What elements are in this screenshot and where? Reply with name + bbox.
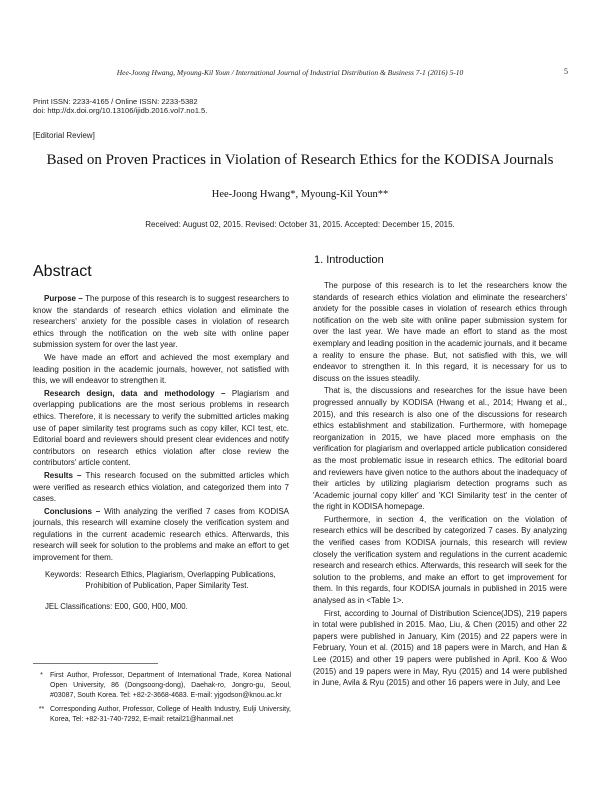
footnote-text: First Author, Professor, Department of International Trade, Korea National Open University, 86 (Dongsoong-dong), Daehak-ro, Jongro-gu, Seoul, #03087, South Korea. Tel: +82-2-3668-4683. E-mail: yjgodson@knou.ac.kr (50, 672, 291, 700)
purpose-text: The purpose of this research is to suggest researchers to know the standards of research ethics violation and eliminate the researchers' anxiety for the possible cases in violation of research ethics through the notification on the web site with online paper submission system for over the last year. (33, 294, 289, 350)
intro-paragraph: First, according to Journal of Distribution Science(JDS), 219 papers in total were published in 2015. Mao, Liu, & Chen (2015) and other 22 papers were published in January, Kim (2015) and 22 papers were in February, Youn et al. (2015) and 18 papers were in March, and Han & Lee (2015) and other 19 papers were published in April. Koo & Woo (2015) and 19 papers were in May, Ryu (2015) and 14 were published in June, Avila & Ryu (2015) and other 16 papers were in July, and Lee (313, 608, 567, 688)
footnote-text: Corresponding Author, Professor, College of Health Industry, Eulji University, Korea, Tel: +82-31-740-7292, E-mail: retail21@hanmail.net (50, 705, 291, 723)
abstract-purpose (33, 293, 289, 351)
introduction-body (313, 280, 567, 689)
purpose-label: Purpose – (44, 294, 83, 303)
author-line: Hee-Joong Hwang*, Myoung-Kil Youn** (211, 189, 389, 200)
issn-line: Print ISSN: 2233-4165 / Online ISSN: 2233-5382 (33, 97, 198, 106)
section-heading-introduction: 1. Introduction (314, 254, 384, 266)
doi-line: doi: http://dx.doi.org/10.13106/ijidb.2016.vol7.no1.5. (33, 106, 208, 115)
article-title: Based on Proven Practices in Violation of Research Ethics for the KODISA Journals (46, 152, 554, 168)
jel-label: JEL Classifications: (45, 602, 113, 611)
jel-classifications (45, 602, 295, 611)
intro-paragraph: That is, the discussions and researches for the issue have been progressed annually by KODISA (Hwang et al., 2014; Hwang et al., 2015), and this research is also one of the discussions for research ethics establishment and stabilization. Furthermore, with homepage reorganization in 2015, we have placed more emphasis on the verification for plagiarism and overlapped article publication considered as the most problematic issue in research ethics. The editorial board and reviewers have given notice to the authors about the inadequacy of their articles by utilizing plagiarism detection programs such as 'Academic journal copy killer' and 'KCI Similarity test' in the center of the right in KODISA homepage. (313, 386, 567, 512)
keywords (45, 569, 295, 592)
abstract-heading: Abstract (33, 263, 92, 280)
footnotes (33, 671, 291, 728)
design-text: Plagiarism and overlapping publications are the most serious problems in research ethics. Therefore, it is necessary to verify the submitted articles making use of paper similarity test programs such as copy killer, KCI test, etc. Editorial board and reviewers should present clear evidences and notify contributors on research ethics violation after close review the contributors' article content. (33, 388, 289, 468)
results-label: Results – (44, 470, 82, 480)
conclusions-text: With analyzing the verified 7 cases from KODISA journals, this research will examine closely the verification system and regulations in the current academic research ethics. Afterwards, this research will seek for solution to the problems and make an effort to get improvement for them. (33, 506, 289, 563)
abstract-para2: We have made an effort and achieved the most exemplary and leading position in the academic journals, however, not satisfied with this, we will endeavor to strengthen it. (33, 352, 289, 386)
footnote-mark: * (40, 672, 43, 679)
article-type: [Editorial Review] (33, 131, 95, 140)
footnote-mark: ** (38, 705, 45, 713)
jel-value: E00, G00, H00, M00. (114, 602, 188, 611)
design-label: Research design, data and methodology – (44, 388, 226, 398)
running-header: Hee-Joong Hwang, Myoung-Kil Youn / International Journal of Industrial Distribution & Business 7-1 (2016) 5-10 (116, 68, 464, 77)
footnote-corresponding-author (33, 705, 291, 725)
keywords-value: Research Ethics, Plagiarism, Overlapping Publications, Prohibition of Publication, Paper Similarity Test. (85, 570, 276, 591)
footnote-divider (33, 663, 158, 664)
issn-block (33, 97, 207, 115)
submission-dates: Received: August 02, 2015. Revised: October 31, 2015. Accepted: December 15, 2015. (145, 220, 455, 229)
results-text: This research focused on the submitted articles which were verified as research ethics violation, and categorized them into 7 cases. (33, 470, 289, 504)
page-number: 5 (564, 67, 568, 76)
abstract-design (33, 388, 289, 469)
footnote-first-author (33, 671, 291, 702)
abstract-results (33, 470, 289, 505)
intro-paragraph: The purpose of this research is to let the researchers know the standards of research ethics violation and eliminate the researchers' anxiety for the possible cases in violation of research ethics through notification on the web site with online paper submission system for over the last year. We have made an effort to stand as the most exemplary and leading position in the academic journals, and it became a reality to ensure the phase. But, not satisfied with this, we will endeavor to strengthen it. In this regard, it is necessary for us to discuss on the issues steadily. (313, 281, 567, 383)
abstract-conclusions (33, 506, 289, 564)
conclusions-label: Conclusions – (44, 506, 101, 516)
intro-paragraph: Furthermore, in section 4, the verification on the violation of research ethics will be described by categorized 7 cases. By analyzing the verified cases from KODISA journals, this research will review closely the verification system and regulations in the current academic research and research ethics. Afterwards, this research will seek for the solution to the problems, and make an effort to get improvement for them. In this regards, four KODISA journals in published in 2015 were analysed as in <Table 1>. (313, 514, 567, 606)
keywords-label: Keywords: (45, 570, 82, 579)
abstract-body (33, 293, 289, 564)
